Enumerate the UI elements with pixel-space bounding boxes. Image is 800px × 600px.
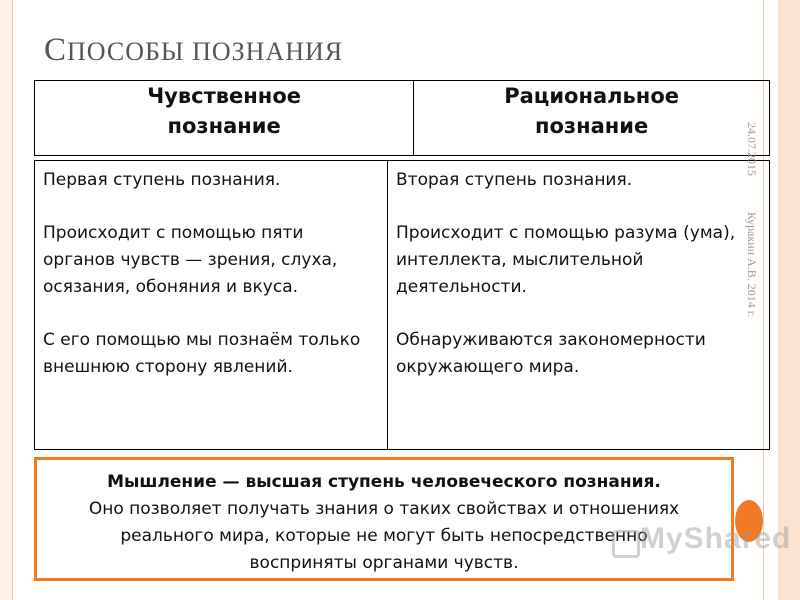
rational-cell bbox=[388, 161, 770, 450]
side-author: Куракин А.В. 2014 г. bbox=[745, 212, 759, 318]
watermark-text: MyShared bbox=[640, 522, 792, 555]
page-title bbox=[44, 32, 343, 69]
sensory-cell bbox=[35, 161, 388, 450]
left-decor-stripe bbox=[0, 0, 12, 600]
sensory-scope: С его помощью мы познаём только внешнюю сторону явлений. bbox=[43, 330, 361, 377]
title-first-letter: С bbox=[44, 32, 68, 68]
rational-scope: Обнаруживаются закономерности окружающего мира. bbox=[396, 330, 706, 377]
rational-stage: Вторая ступень познания. bbox=[396, 170, 633, 190]
side-date: 24.07.2015 bbox=[745, 122, 759, 176]
header-table bbox=[34, 80, 770, 156]
content-table bbox=[34, 160, 770, 450]
conclusion-text: Оно позволяет получать знания о таких свойствах и отношениях реального мира, которые не могут быть непосредственно восприняты органами чувств. bbox=[88, 499, 680, 573]
header-sensory: Чувственное познание bbox=[35, 81, 414, 156]
watermark-logo-icon bbox=[612, 530, 640, 558]
conclusion-box bbox=[34, 457, 734, 581]
right-decor-stripe bbox=[778, 0, 800, 600]
rational-means: Происходит с помощью разума (ума), интеллекта, мыслительной деятельности. bbox=[396, 223, 736, 297]
header-rational: Рациональное познание bbox=[414, 81, 770, 156]
title-rest: ПОСОБЫ ПОЗНАНИЯ bbox=[67, 37, 344, 66]
conclusion-heading: Мышление — высшая ступень человеческого познания. bbox=[107, 472, 661, 492]
sensory-stage: Первая ступень познания. bbox=[43, 170, 281, 190]
sensory-organs: Происходит с помощью пяти органов чувств — зрения, слуха, осязания, обоняния и вкуса. bbox=[43, 223, 338, 297]
